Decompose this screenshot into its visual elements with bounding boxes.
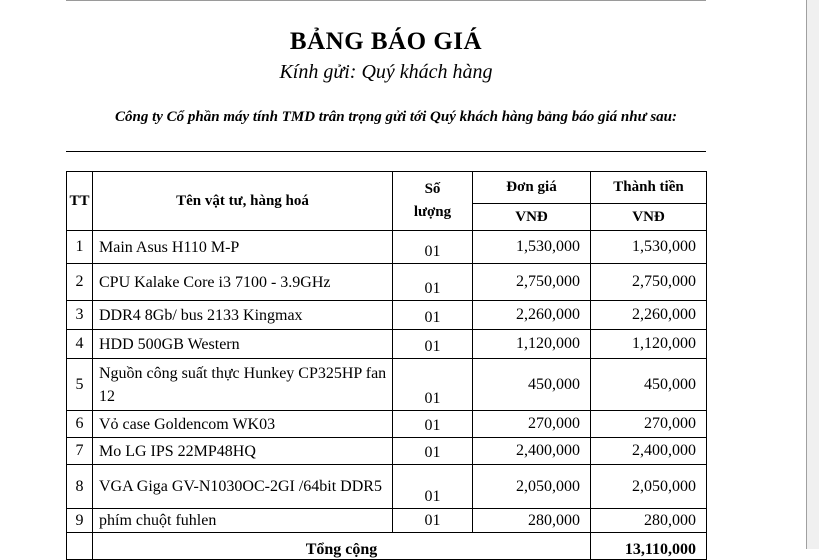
item-name: phím chuột fuhlen — [93, 509, 393, 533]
item-total: 270,000 — [591, 411, 707, 438]
item-name: DDR4 8Gb/ bus 2133 Kingmax — [93, 301, 393, 330]
total-empty-cell — [67, 533, 93, 560]
row-number: 5 — [67, 359, 93, 411]
item-unit-price: 270,000 — [473, 411, 591, 438]
item-qty: 01 — [393, 509, 473, 533]
item-qty: 01 — [393, 231, 473, 264]
item-qty: 01 — [393, 438, 473, 465]
intro-divider — [66, 151, 706, 152]
table-row — [67, 301, 707, 330]
quote-table — [66, 171, 707, 560]
item-total: 2,050,000 — [591, 465, 707, 509]
item-qty: 01 — [393, 359, 473, 411]
item-name: Main Asus H110 M-P — [93, 231, 393, 264]
item-total: 2,260,000 — [591, 301, 707, 330]
row-number: 7 — [67, 438, 93, 465]
row-number: 6 — [67, 411, 93, 438]
item-name: VGA Giga GV-N1030OC-2GI /64bit DDR5 — [93, 465, 393, 509]
row-number: 1 — [67, 231, 93, 264]
page-top-border — [66, 0, 706, 1]
table-row — [67, 231, 707, 264]
table-row — [67, 359, 707, 411]
item-unit-price: 1,120,000 — [473, 330, 591, 359]
item-total: 450,000 — [591, 359, 707, 411]
item-name: HDD 500GB Western — [93, 330, 393, 359]
header-tt: TT — [67, 172, 93, 231]
window-right-edge — [806, 0, 819, 549]
item-qty: 01 — [393, 411, 473, 438]
item-qty: 01 — [393, 301, 473, 330]
item-name: Nguồn công suất thực Hunkey CP325HP fan 12 — [93, 359, 393, 411]
header-unit-price-currency: VNĐ — [473, 204, 591, 231]
item-qty: 01 — [393, 330, 473, 359]
item-qty: 01 — [393, 465, 473, 509]
item-total: 2,750,000 — [591, 264, 707, 301]
item-unit-price: 2,050,000 — [473, 465, 591, 509]
document-title: BẢNG BÁO GIÁ — [289, 28, 483, 55]
table-row — [67, 330, 707, 359]
row-number: 2 — [67, 264, 93, 301]
table-row — [67, 411, 707, 438]
table-row — [67, 264, 707, 301]
item-name: Mo LG IPS 22MP48HQ — [93, 438, 393, 465]
item-name: Vỏ case Goldencom WK03 — [93, 411, 393, 438]
item-unit-price: 1,530,000 — [473, 231, 591, 264]
item-total: 2,400,000 — [591, 438, 707, 465]
item-unit-price: 450,000 — [473, 359, 591, 411]
item-unit-price: 2,400,000 — [473, 438, 591, 465]
row-number: 9 — [67, 509, 93, 533]
item-total: 280,000 — [591, 509, 707, 533]
row-number: 3 — [67, 301, 93, 330]
table-row — [67, 509, 707, 533]
header-total: Thành tiền — [591, 172, 707, 204]
grand-total: 13,110,000 — [591, 533, 707, 560]
total-label: Tổng cộng — [93, 533, 591, 560]
item-unit-price: 280,000 — [473, 509, 591, 533]
item-name: CPU Kalake Core i3 7100 - 3.9GHz — [93, 264, 393, 301]
intro-paragraph: Công ty Cổ phần máy tính TMD trân trọng gửi tới Quý khách hàng bảng báo giá như sau: — [115, 109, 677, 125]
header-qty — [393, 172, 473, 231]
item-total: 1,530,000 — [591, 231, 707, 264]
item-unit-price: 2,750,000 — [473, 264, 591, 301]
header-total-currency: VNĐ — [591, 204, 707, 231]
row-number: 8 — [67, 465, 93, 509]
item-qty: 01 — [393, 264, 473, 301]
item-total: 1,120,000 — [591, 330, 707, 359]
table-row — [67, 465, 707, 509]
total-row — [67, 533, 707, 560]
header-unit-price: Đơn giá — [473, 172, 591, 204]
document-subtitle: Kính gửi: Quý khách hàng — [279, 61, 493, 83]
item-unit-price: 2,260,000 — [473, 301, 591, 330]
row-number: 4 — [67, 330, 93, 359]
header-name: Tên vật tư, hàng hoá — [93, 172, 393, 231]
table-row — [67, 438, 707, 465]
header-qty-label: Số lượng — [413, 181, 452, 220]
